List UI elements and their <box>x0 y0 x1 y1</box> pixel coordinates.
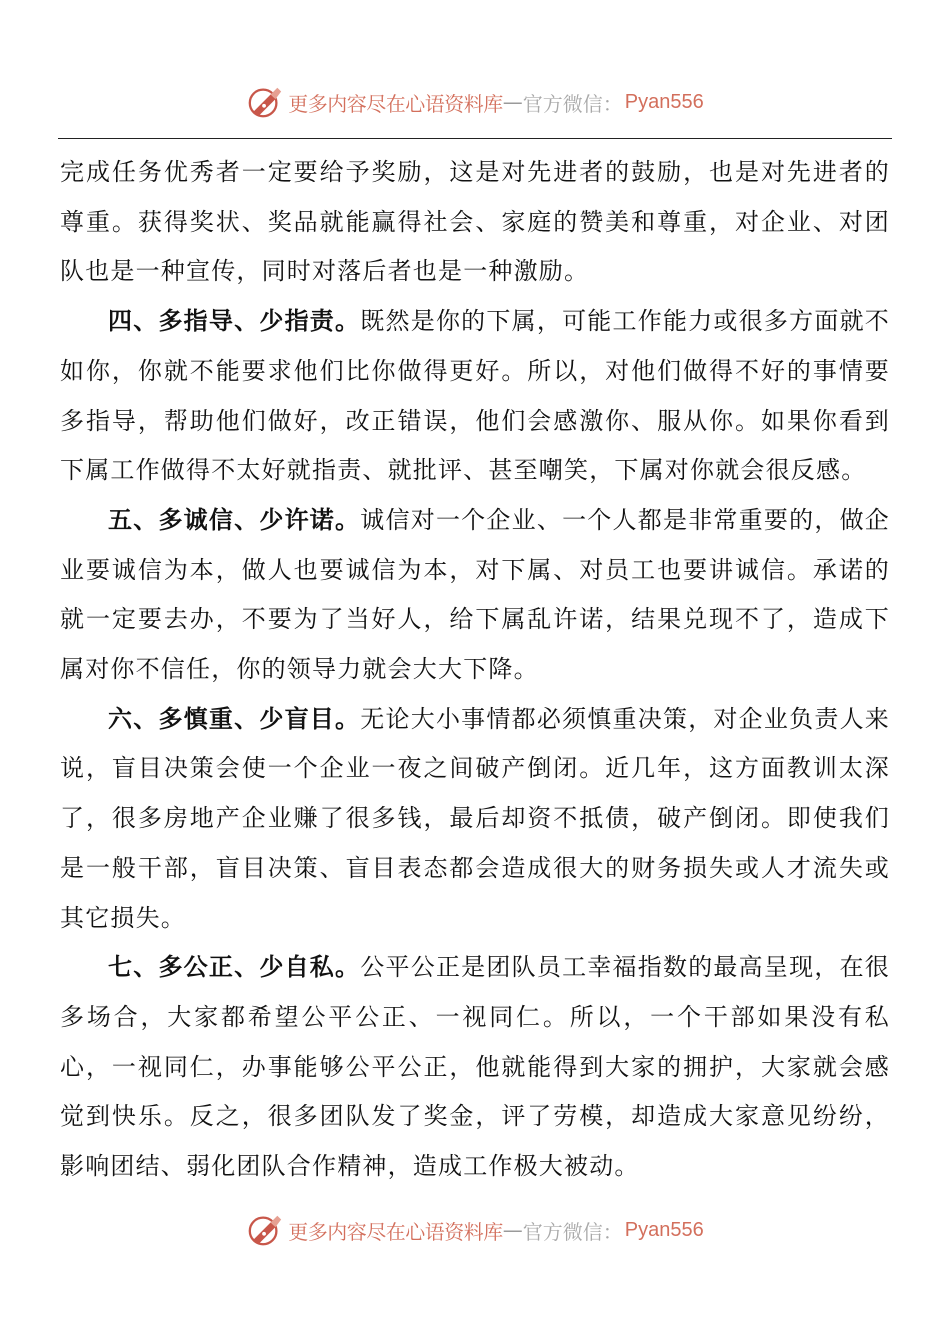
pen-nib-logo-icon <box>246 1211 284 1249</box>
paragraph-section-7 <box>60 943 890 1192</box>
section-heading: 七、多公正、少自私。 <box>108 953 361 982</box>
banner-wechat-label: 官方微信： <box>522 91 623 116</box>
banner-wechat-id: Pyan556 <box>624 90 704 113</box>
paragraph-section-4 <box>60 297 890 496</box>
banner-separator: — <box>502 90 523 114</box>
paragraph-section-5 <box>60 496 890 695</box>
footer-watermark-banner <box>0 1210 950 1250</box>
paragraph-body: 完成任务优秀者一定要给予奖励，这是对先进者的鼓励，也是对先进者的尊重。获得奖状、奖品就能赢得社会、家庭的赞美和尊重，对企业、对团队也是一种宣传，同时对落后者也是一种激励。 <box>60 158 890 286</box>
paragraph-body: 诚信对一个企业、一个人都是非常重要的，做企业要诚信为本，做人也要诚信为本，对下属、对员工也要讲诚信。承诺的就一定要去办，不要为了当好人，给下属乱许诺，结果兑现不了，造成下属对你不信任，你的领导力就会大大下降。 <box>60 505 890 684</box>
paragraph-body: 无论大小事情都必须慎重决策，对企业负责人来说，盲目决策会使一个企业一夜之间破产倒闭。近几年，这方面教训太深了，很多房地产企业赚了很多钱，最后却资不抵债，破产倒闭。即使我们是一般干部，盲目决策、盲目表态都会造成很大的财务损失或人才流失或其它损失。 <box>60 704 890 932</box>
document-body <box>60 148 890 1192</box>
banner-wechat-label: 官方微信： <box>522 1219 623 1244</box>
banner-title: 更多内容尽在心语资料库 <box>288 1219 503 1244</box>
banner-separator: — <box>502 1218 523 1242</box>
paragraph-body: 既然是你的下属，可能工作能力或很多方面就不如你，你就不能要求他们比你做得更好。所以，对他们做得不好的事情要多指导，帮助他们做好，改正错误，他们会感激你、服从你。如果你看到下属工作做得不太好就指责、就批评、甚至嘲笑，下属对你就会很反感。 <box>60 307 890 485</box>
section-heading: 六、多慎重、少盲目。 <box>108 704 361 733</box>
paragraph-continuation <box>60 148 890 297</box>
section-heading: 四、多指导、少指责。 <box>108 307 361 336</box>
banner-title: 更多内容尽在心语资料库 <box>288 91 503 116</box>
paragraph-section-6 <box>60 695 890 944</box>
pen-nib-logo-icon <box>246 83 284 121</box>
header-divider <box>58 138 892 139</box>
section-heading: 五、多诚信、少许诺。 <box>108 505 361 534</box>
header-watermark-banner <box>0 82 950 122</box>
banner-wechat-id: Pyan556 <box>624 1218 704 1241</box>
paragraph-body: 公平公正是团队员工幸福指数的最高呈现，在很多场合，大家都希望公平公正、一视同仁。所以，一个干部如果没有私心，一视同仁，办事能够公平公正，他就能得到大家的拥护，大家就会感觉到快乐。反之，很多团队发了奖金，评了劳模，却造成大家意见纷纷，影响团结、弱化团队合作精神，造成工作极大被动。 <box>60 953 890 1181</box>
